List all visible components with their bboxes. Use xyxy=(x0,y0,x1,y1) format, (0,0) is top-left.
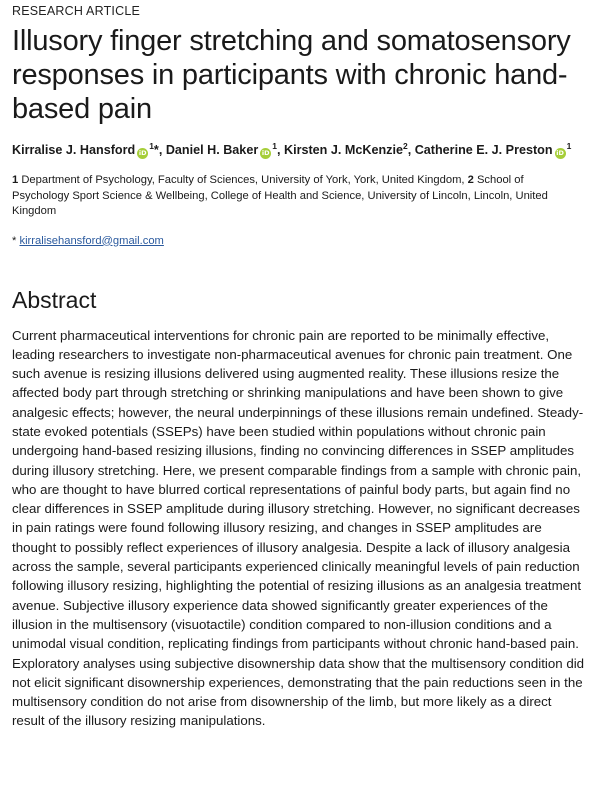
author-name[interactable]: Catherine E. J. Preston xyxy=(414,143,553,157)
author-affiliation-marker: 1 xyxy=(272,141,277,151)
author-separator: , xyxy=(276,143,284,157)
abstract-heading: Abstract xyxy=(12,286,97,313)
author-affiliation-marker: 1 xyxy=(566,141,572,151)
corresponding-author-marker: * xyxy=(153,143,159,157)
article-type-label: RESEARCH ARTICLE xyxy=(12,4,141,18)
affiliations xyxy=(12,173,592,220)
author-entry xyxy=(12,143,166,157)
article-title: Illusory finger stretching and somatosensory responses in participants with chronic hand-based pain xyxy=(12,25,571,125)
author-entry xyxy=(415,143,572,157)
affiliation-number: 1 xyxy=(12,174,19,186)
affiliation-text: School of Psychology Sport Science & Wellbeing, College of Health and Science, University of Lincoln, Lincoln, United Kingdom xyxy=(12,174,548,217)
author-separator: , xyxy=(158,143,166,157)
author-entry xyxy=(284,143,415,157)
author-affiliation-marker: 1 xyxy=(149,141,154,151)
author-affiliation-marker: 2 xyxy=(402,141,408,151)
email-asterisk: * xyxy=(12,234,17,247)
author-list xyxy=(12,142,592,159)
abstract-body: Current pharmaceutical interventions for chronic pain are reported to be minimally effective, leading researchers to investigate non-pharmaceutical avenues for chronic pain treatment. One such avenue is resizing illusions delivered using augmented reality. These illusions resize the affected body part through stretching or shrinking manipulations and have been shown to give analgesic effects; however, the neural underpinnings of these illusions remain undefined. Steady-state evoked potentials (SSEPs) have been studied within populations without chronic pain undergoing hand-based resizing illusions, finding no convincing differences in SSEP amplitudes during illusory stretching. Here, we present comparable findings from a sample with chronic pain, who are thought to have blurred cortical representations of painful body parts, but again find no clear differences in SSEP amplitude during illusory stretching. However, no significant decreases in pain ratings were found following illusory resizing, and changes in SSEP amplitudes are thought to possibly reflect experiences of illusory analgesia. Despite a lack of illusory analgesia across the sample, several participants experienced clinically meaningful levels of pain reduction following illusory resizing, highlighting the potential of resizing illusions as an analgesia treatment avenue. Subjective illusory experience data showed significantly greater experiences of the illusion in the multisensory (visuotactile) condition compared to non-illusion conditions and a unimodal visual condition, replicating findings from participants without chronic hand-based pain. Exploratory analyses using subjective disownership data show that the multisensory condition did not elicit significant disownership experiences, demonstrating that the pain reductions seen in the multisensory condition do not arise from disownership of the limb, but more likely as a direct result of the illusory resizing manipulations. xyxy=(12,327,585,729)
email-link[interactable]: kirralisehansford@gmail.com xyxy=(19,234,164,247)
author-entry xyxy=(166,143,284,157)
author-separator: , xyxy=(407,143,415,157)
author-name[interactable]: Kirsten J. McKenzie xyxy=(283,143,403,157)
orcid-icon[interactable]: iD xyxy=(138,149,147,157)
author-name[interactable]: Daniel H. Baker xyxy=(165,143,259,157)
article-page xyxy=(12,0,592,744)
author-name[interactable]: Kirralise J. Hansford xyxy=(12,143,136,157)
corresponding-email-line xyxy=(12,234,592,249)
affiliation-number: 2 xyxy=(467,174,474,186)
affiliation-text: Department of Psychology, Faculty of Sciences, University of York, York, United Kingdom, xyxy=(21,174,465,186)
orcid-icon[interactable]: iD xyxy=(261,149,270,157)
orcid-icon[interactable]: iD xyxy=(556,149,564,157)
